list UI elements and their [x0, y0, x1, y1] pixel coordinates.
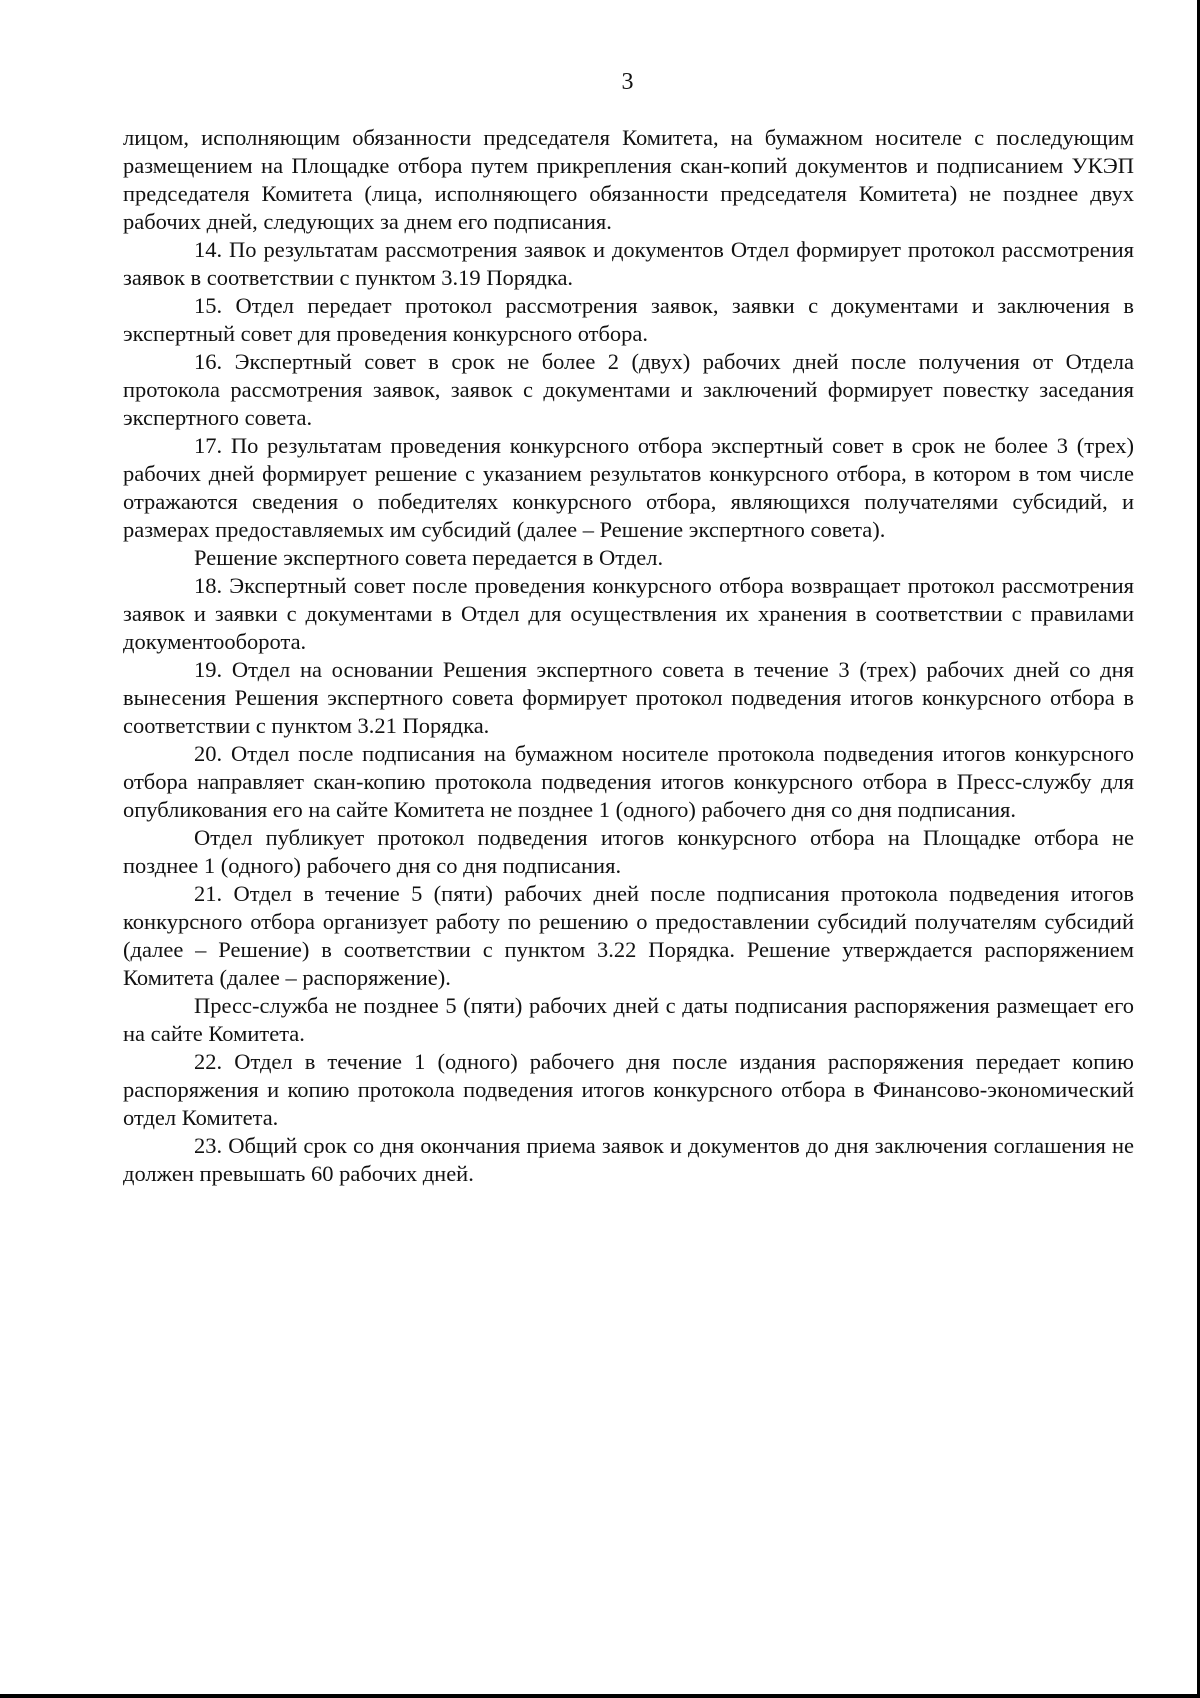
paragraph-item-23: 23. Общий срок со дня окончания приема заявок и документов до дня заключения соглашения не должен превышать 60 рабочих дней.: [123, 1133, 1134, 1186]
paragraph-item-17-note: Решение экспертного совета передается в Отдел.: [194, 545, 664, 570]
paragraph-continuation: лицом, исполняющим обязанности председателя Комитета, на бумажном носителе с последующим размещением на Площадке отбора путем прикрепления скан-копий документов и подписанием УКЭП председателя Комитета (лица, исполняющего обязанности председателя Комитета) не позднее двух рабочих дней, следующих за днем его подписания.: [123, 125, 1134, 234]
paragraph-item-21-note: Пресс-служба не позднее 5 (пяти) рабочих дней с даты подписания распоряжения размещает его на сайте Комитета.: [123, 993, 1134, 1046]
scan-edge-bottom: [0, 1694, 1200, 1698]
paragraph-item-17: 17. По результатам проведения конкурсного отбора экспертный совет в срок не более 3 (трех) рабочих дней формирует решение с указанием результатов конкурсного отбора, в котором в том числе отражаются сведения о победителях конкурсного отбора, являющихся получателями субсидий, и размерах предоставляемых им субсидий (далее – Решение экспертного совета).: [123, 433, 1134, 542]
paragraph-item-22: 22. Отдел в течение 1 (одного) рабочего дня после издания распоряжения передает копию распоряжения и копию протокола подведения итогов конкурсного отбора в Финансово-экономический отдел Комитета.: [123, 1049, 1134, 1130]
paragraph-item-14: 14. По результатам рассмотрения заявок и документов Отдел формирует протокол рассмотрения заявок в соответствии с пунктом 3.19 Порядка.: [123, 237, 1134, 290]
paragraph-item-18: 18. Экспертный совет после проведения конкурсного отбора возвращает протокол рассмотрения заявок и заявки с документами в Отдел для осуществления их хранения в соответствии с правилами документооборота.: [123, 573, 1134, 654]
paragraph-item-21: 21. Отдел в течение 5 (пяти) рабочих дней после подписания протокола подведения итогов конкурсного отбора организует работу по решению о предоставлении субсидий получателям субсидий (далее – Решение) в соответствии с пунктом 3.22 Порядка. Решение утверждается распоряжением Комитета (далее – распоряжение).: [123, 881, 1134, 990]
paragraph-item-20: 20. Отдел после подписания на бумажном носителе протокола подведения итогов конкурсного отбора направляет скан-копию протокола подведения итогов конкурсного отбора в Пресс-службу для опубликования его на сайте Комитета не позднее 1 (одного) рабочего дня со дня подписания.: [123, 741, 1134, 822]
document-body: [123, 124, 1134, 1188]
paragraph-item-16: 16. Экспертный совет в срок не более 2 (двух) рабочих дней после получения от Отдела протокола рассмотрения заявок, заявок с документами и заключений формирует повестку заседания экспертного совета.: [123, 349, 1134, 430]
paragraph-item-19: 19. Отдел на основании Решения экспертного совета в течение 3 (трех) рабочих дней со дня вынесения Решения экспертного совета формирует протокол подведения итогов конкурсного отбора в соответствии с пунктом 3.21 Порядка.: [123, 657, 1134, 738]
paragraph-item-20-note: Отдел публикует протокол подведения итогов конкурсного отбора на Площадке отбора не позднее 1 (одного) рабочего дня со дня подписания.: [123, 825, 1134, 878]
page-number: 3: [621, 69, 634, 95]
paragraph-item-15: 15. Отдел передает протокол рассмотрения заявок, заявки с документами и заключения в экспертный совет для проведения конкурсного отбора.: [123, 293, 1134, 346]
